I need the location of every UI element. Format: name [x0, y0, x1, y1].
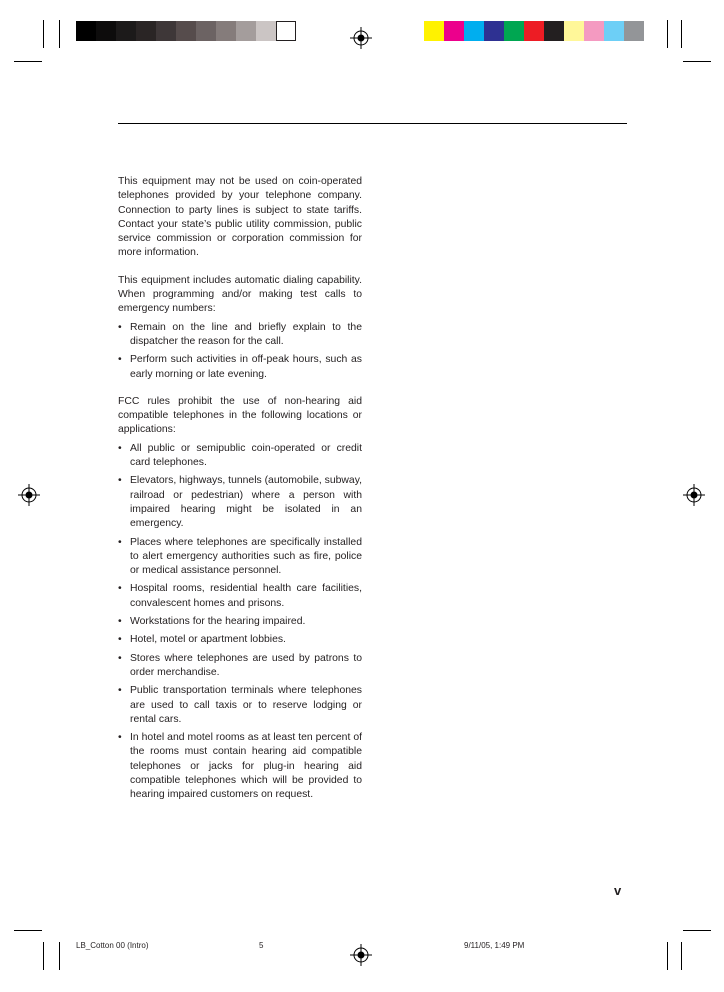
list-item-text: Places where telephones are specifically installed to alert emergency authorities such as fire, police or medical assistance personnel.: [130, 536, 362, 577]
color-swatch: [96, 21, 116, 41]
color-swatch: [424, 21, 444, 41]
bullet-icon: •: [118, 583, 122, 595]
list-item-text: Hospital rooms, residential health care facilities, convalescent homes and prisons.: [130, 583, 362, 609]
bullet-icon: •: [118, 321, 122, 333]
crop-mark: [14, 61, 42, 62]
list-item-text: Perform such activities in off-peak hours, such as early morning or late evening.: [130, 354, 362, 380]
list-item-text: Hotel, motel or apartment lobbies.: [130, 634, 286, 646]
slug-page: 5: [259, 941, 264, 950]
crop-mark: [14, 930, 42, 931]
color-swatch: [544, 21, 564, 41]
bullet-icon: •: [118, 616, 122, 628]
registration-mark-icon: [683, 484, 705, 506]
color-swatch: [564, 21, 584, 41]
list-item-text: Public transportation terminals where telephones are used to call taxis or to reserve lodging or rental cars.: [130, 685, 362, 725]
list-item-text: Workstations for the hearing impaired.: [130, 616, 306, 628]
color-swatch: [604, 21, 624, 41]
hac-locations-list: [118, 442, 362, 803]
list-item: [118, 353, 362, 382]
color-swatch: [256, 21, 276, 41]
list-item: [118, 731, 362, 802]
slug-file: LB_Cotton 00 (Intro): [76, 941, 149, 950]
bullet-icon: •: [118, 634, 122, 646]
color-swatch: [176, 21, 196, 41]
page-number: v: [614, 883, 622, 898]
bullet-icon: •: [118, 652, 122, 664]
list-item: [118, 652, 362, 681]
registration-mark-icon: [350, 944, 372, 966]
color-swatch: [504, 21, 524, 41]
header-rule: [118, 123, 627, 124]
process-color-bar: [424, 21, 644, 41]
bullet-icon: •: [118, 475, 122, 487]
color-swatch: [444, 21, 464, 41]
list-item: [118, 536, 362, 579]
list-item: [118, 684, 362, 727]
color-swatch: [196, 21, 216, 41]
color-swatch: [624, 21, 644, 41]
crop-mark: [667, 20, 668, 48]
list-item: [118, 615, 362, 629]
color-swatch: [136, 21, 156, 41]
paragraph-coin-operated: This equipment may not be used on coin-operated telephones provided by your telephone company. Connection to party lines is subject to state tariffs. Contact your state’s public utility commission, public service commission or corporation commission for more information.: [118, 176, 362, 259]
bullet-icon: •: [118, 354, 122, 366]
crop-mark: [667, 942, 668, 970]
crop-mark: [683, 930, 711, 931]
color-swatch: [116, 21, 136, 41]
list-item-text: Remain on the line and briefly explain to the dispatcher the reason for the call.: [130, 321, 362, 347]
list-item: [118, 474, 362, 531]
crop-mark: [43, 942, 44, 970]
registration-mark-icon: [350, 27, 372, 49]
color-swatch: [156, 21, 176, 41]
list-item-text: All public or semipublic coin-operated or credit card telephones.: [130, 442, 362, 469]
crop-mark: [683, 61, 711, 62]
color-swatch: [484, 21, 504, 41]
color-swatch: [276, 21, 296, 41]
list-item-text: Stores where telephones are used by patrons to order merchandise.: [130, 652, 362, 678]
crop-mark: [43, 20, 44, 48]
registration-mark-icon: [18, 484, 40, 506]
list-item-text: Elevators, highways, tunnels (automobile, subway, railroad or pedestrian) where a person with impaired hearing might be isolated in an emergency.: [130, 475, 362, 530]
list-item: [118, 442, 362, 471]
color-swatch: [236, 21, 256, 41]
slug-date: 9/11/05, 1:49 PM: [464, 941, 525, 950]
bullet-icon: •: [118, 536, 122, 548]
bullet-icon: •: [118, 732, 122, 744]
color-swatch: [464, 21, 484, 41]
list-item: [118, 633, 362, 647]
body-column: [118, 175, 362, 816]
crop-mark: [59, 20, 60, 48]
emergency-call-list: [118, 321, 362, 382]
bullet-icon: •: [118, 442, 122, 454]
list-item: [118, 582, 362, 611]
color-swatch: [76, 21, 96, 41]
list-item-text: In hotel and motel rooms as at least ten percent of the rooms must contain hearing aid compatible telephones or jacks for plug-in hearing aid compatible telephones which will be provided to hearing impaired customers on request.: [130, 732, 362, 801]
color-swatch: [216, 21, 236, 41]
paragraph-auto-dialing: This equipment includes automatic dialing capability. When programming and/or making test calls to emergency numbers:: [118, 274, 362, 315]
paragraph-fcc-rules: FCC rules prohibit the use of non-hearing aid compatible telephones in the following locations or applications:: [118, 395, 362, 436]
color-swatch: [584, 21, 604, 41]
crop-mark: [681, 20, 682, 48]
color-swatch: [524, 21, 544, 41]
crop-mark: [59, 942, 60, 970]
bullet-icon: •: [118, 685, 122, 697]
crop-mark: [681, 942, 682, 970]
list-item: [118, 321, 362, 350]
grayscale-color-bar: [76, 21, 296, 41]
